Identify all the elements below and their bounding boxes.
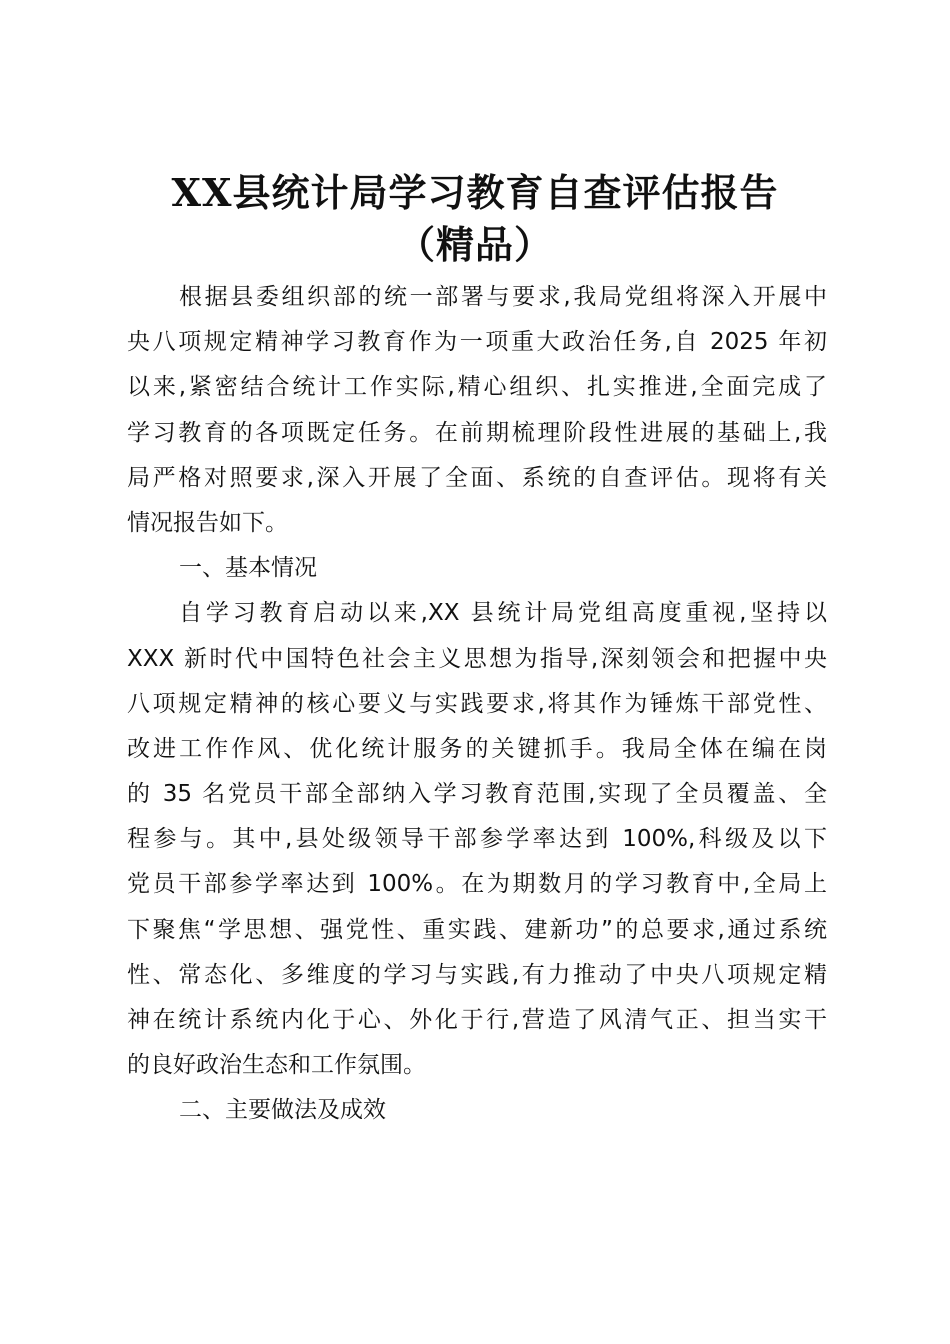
text-line: 学习教育的各项既定任务。在前期梳理阶段性进展的基础上,我 (127, 419, 827, 446)
paragraph-intro (127, 275, 827, 546)
section-heading-basic-situation (127, 546, 827, 591)
document-title-suffix: （精品） (396, 222, 553, 267)
text-line: 神在统计系统内化于心、外化于行,营造了风清气正、担当实干 (127, 1007, 827, 1033)
text-line: 局严格对照要求,深入开展了全面、系统的自查评估。现将有关 (127, 464, 827, 491)
text-line: 程参与。其中,县处级领导干部参学率达到 100%,科级及以下 (127, 826, 827, 853)
text-line: 自学习教育启动以来,XX 县统计局党组高度重视,坚持以 (179, 600, 827, 627)
document-title: XX县统计局学习教育自查评估报告 (171, 170, 779, 215)
text-line: 党员干部参学率达到 100%。在为期数月的学习教育中,全局上 (127, 871, 827, 898)
text-line: 的 35 名党员干部全部纳入学习教育范围,实现了全员覆盖、全 (127, 781, 827, 808)
text-line: 情况报告如下。 (127, 509, 288, 536)
text-line: 央八项规定精神学习教育作为一项重大政治任务,自 2025 年初 (127, 329, 827, 356)
text-line: 根据县委组织部的统一部署与要求,我局党组将深入开展中 (179, 284, 827, 310)
text-line: XXX 新时代中国特色社会主义思想为指导,深刻领会和把握中央 (127, 645, 827, 672)
text-line: 下聚焦“学思想、强党性、重实践、建新功”的总要求,通过系统 (127, 916, 827, 943)
text-line: 以来,紧密结合统计工作实际,精心组织、扎实推进,全面完成了 (127, 374, 827, 401)
text-line: 性、常态化、多维度的学习与实践,有力推动了中央八项规定精 (127, 961, 827, 988)
paragraph-basic-situation (127, 591, 827, 1088)
text-line: 的良好政治生态和工作氛围。 (127, 1052, 426, 1079)
text-line: 八项规定精神的核心要义与实践要求,将其作为锤炼干部党性、 (127, 690, 827, 717)
text-line: 改进工作作风、优化统计服务的关键抓手。我局全体在编在岗 (127, 735, 827, 762)
section-heading: 一、基本情况 (179, 555, 317, 582)
section-heading-main-practices (127, 1088, 827, 1133)
section-heading: 二、主要做法及成效 (179, 1097, 386, 1124)
body-text (127, 275, 827, 1134)
